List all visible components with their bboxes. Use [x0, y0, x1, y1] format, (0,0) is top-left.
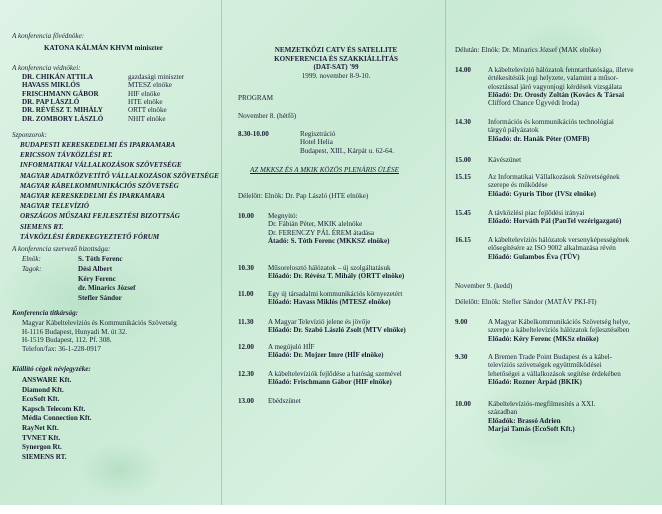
session-line: Megnyitó:	[268, 212, 298, 220]
title-line: NEMZETKÖZI CATV ÉS SATELLITE	[274, 46, 398, 54]
session-line: Előadó: dr. Hanák Péter (OMFB)	[488, 134, 590, 143]
sponsor-item: BUDAPESTI KERESKEDELMI ÉS IPARKAMARA	[20, 141, 176, 149]
chair-label: Elnök:	[22, 255, 41, 263]
session-time: 11.00	[238, 290, 254, 298]
session-line: tárgyú pályázatok	[488, 126, 539, 135]
committee-member: dr. Minarics József	[78, 284, 136, 292]
session-line: Előadó: Dr. Orosdy Zoltán (Kovács & Társai	[488, 90, 625, 99]
session-line: Előadó: Dr. Szabó László Zsolt (MTV elnöke)	[268, 326, 406, 335]
session-line: Előadó: Rozner Árpád (BKIK)	[488, 377, 582, 386]
title-line: 1999. november 8-9-10.	[301, 71, 371, 80]
exhibitors-heading: Kiállító cégek névjegyzéke:	[12, 365, 91, 373]
session-line: Előadó: Dr. Révész T. Mihály (ORTT elnöke)	[268, 272, 405, 281]
session-time: 10.00	[455, 400, 471, 408]
session-line: A kábeltelevíziók fejlődése a hatóság szemével	[268, 370, 402, 378]
sponsors-heading: Szponzorok:	[12, 131, 47, 139]
session-time: 13.00	[238, 397, 254, 405]
session-line: Előadó: Frischmann Gábor (HIF elnöke)	[268, 378, 392, 387]
session-time: 12.00	[238, 343, 254, 351]
morning-chair: Délelőtt: Elnök: Dr. Pap László (HTE elnöke)	[238, 192, 369, 200]
session-time: 14.30	[455, 118, 471, 126]
patron-name: DR. CHIKÁN ATTILA	[22, 73, 94, 81]
exhibitor-item: Kapsch Telecom Kft.	[22, 404, 86, 413]
session-line: Az Informatikai Vállalkozások Szövetségének	[488, 173, 620, 181]
session-line: Előadó: Horváth Pál (PanTel vezérigazgató)	[488, 217, 622, 226]
registration-line: Budapest, XIII., Kárpát u. 62-64.	[300, 146, 394, 155]
session-line: Műsorelosztó hálózatok – új szolgáltatásuk	[268, 264, 391, 272]
sponsor-item: TÁVKÖZLÉSI ÉRDEKEGYEZTETŐ FÓRUM	[20, 232, 160, 241]
session-line: Előadó: Kéry Ferenc (MKSz elnöke)	[488, 334, 599, 343]
session-line: Dr. FERENCZY PÁL ÉREM átadása	[268, 228, 375, 237]
committee-member: Kéry Ferenc	[78, 274, 116, 283]
sponsor-item: SIEMENS RT.	[20, 222, 64, 231]
session-line: Előadó: Gulambos Éva (TÜV)	[488, 252, 580, 261]
session-time: 16.15	[455, 236, 471, 244]
patron-role: HTE elnöke	[128, 97, 163, 106]
day1-label: November 8. (hétfő)	[238, 112, 297, 120]
sponsor-item: ORSZÁGOS MŰSZAKI FEJLESZTÉSI BIZOTTSÁG	[20, 212, 180, 221]
session-line: lehetőségei a vállalkozások segítése érdekében	[488, 369, 621, 378]
session-line: A Bremen Trade Point Budapest és a kábel-	[488, 353, 612, 361]
session-time: 9.30	[455, 353, 468, 361]
title-line: KONFERENCIA ÉS SZAKKIÁLLÍTÁS	[274, 54, 398, 63]
fold-line	[445, 0, 446, 505]
session-line: Kábeltelevíziós-megfilmesítés a XXI.	[488, 400, 596, 408]
info-line: H-1519 Budapest, 112. Pf. 308.	[22, 336, 112, 344]
patron-role: gazdasági miniszter	[128, 73, 185, 81]
exhibitor-item: SIEMENS RT.	[22, 452, 67, 461]
info-line: H-1116 Budapest, Hunyadi M. út 32.	[22, 327, 128, 336]
session-line: A Magyar Kábelkommunikációs Szövetség helye,	[488, 318, 631, 326]
sponsor-item: MAGYAR ADATKÖZVETÍTŐ VÁLLALKOZÁSOK SZÖVETSÉGE	[20, 171, 219, 180]
patron-name: HAVASS MIKLÓS	[22, 81, 80, 90]
patron-name: DR. ZOMBORY LÁSZLÓ	[22, 114, 104, 123]
session-line: értékesítésük jogi helyzete, valamint a műsor-	[488, 74, 619, 83]
sponsor-item: MAGYAR KÁBELKOMMUNIKÁCIÓS SZÖVETSÉG	[20, 181, 179, 190]
session-line: Clifford Chance Ügyvédi Iroda)	[488, 99, 580, 108]
plenary-title: AZ MKKSZ ÉS A MKIK KÖZÖS PLENÁRIS ÜLÉSE	[250, 166, 399, 174]
patron-name: FRISCHMANN GÁBOR	[22, 89, 99, 98]
session-line: A távközlési piac fejlődési irányai	[488, 209, 585, 217]
committee-heading: A konferencia szervező bizottsága:	[12, 245, 111, 253]
day2-chair: Délelőtt: Elnök: Stefler Sándor (MATÁV PKI-FI)	[455, 298, 597, 306]
session-time: 11.30	[238, 318, 254, 326]
session-time: 14.00	[455, 66, 471, 74]
session-time: 10.30	[238, 264, 254, 272]
session-line: Átadó: S. Tóth Ferenc (MKKSZ elnöke)	[268, 236, 390, 245]
registration-line: Hotel Helia	[300, 138, 333, 147]
session-line: Egy új társadalmi kommunikációs környezetért	[268, 290, 403, 298]
sponsor-item: MAGYAR TELEVÍZIÓ	[20, 202, 90, 211]
patron-name: KATONA KÁLMÁN KHVM miniszter	[44, 44, 163, 52]
fold-line	[221, 0, 222, 505]
session-line: században	[488, 408, 518, 417]
registration-time: 8.30-10.00	[238, 130, 269, 138]
patron-name: DR. PAP LÁSZLÓ	[22, 97, 80, 106]
sponsor-item: MAGYAR KERESKEDELMI ÉS IPARKAMARA	[20, 192, 166, 200]
exhibitor-item: Média Connection Kft.	[22, 414, 92, 423]
session-line: szerepe a kábeltelevíziós hálózatok fejlesztésében	[488, 326, 630, 335]
patron-role: HIF elnöke	[128, 89, 161, 98]
patrons-heading: A konferencia védnökei:	[12, 64, 81, 72]
members-label: Tagok:	[22, 265, 42, 273]
session-line: elősegítésére az ISO 9002 alkalmazása révén	[488, 244, 616, 253]
session-line: Dr. Fábián Péter, MKIK alelnöke	[268, 220, 363, 229]
session-time: 15.45	[455, 209, 471, 217]
patron-name: DR. RÉVÉSZ T. MIHÁLY	[22, 106, 103, 115]
exhibitor-item: Synergon Rt.	[22, 443, 62, 452]
session-line: A kábeltelevíziós hálózatok versenyképességének	[488, 236, 630, 244]
title-line: (DAT-SAT) '99	[313, 63, 359, 72]
chair-name: S. Tóth Ferenc	[78, 255, 123, 263]
scan-margin	[0, 505, 662, 514]
session-line: A megújuló HÍF	[268, 343, 315, 351]
info-heading: Konferencia titkárság:	[12, 309, 79, 317]
sponsor-item: ERICSSON TÁVKÖZLÉSI RT.	[20, 151, 113, 160]
session-time: 15.15	[455, 173, 471, 181]
session-time: 15.00	[455, 156, 471, 164]
exhibitor-item: Diamond Kft.	[22, 385, 64, 394]
patron-role: ORTT elnöke	[128, 106, 167, 115]
session-line: televíziós szövetségek együttműködései	[488, 361, 602, 370]
exhibitor-item: TVNET Kft.	[22, 433, 61, 442]
session-line: Marjai Tamás (EcoSoft Kft.)	[488, 424, 575, 433]
patron-heading: A konferencia fővédnöke:	[12, 32, 85, 40]
session-line: Kávészünet	[488, 156, 522, 164]
session-line: Információs és kommunikációs technológiai	[488, 118, 614, 126]
exhibitor-item: ANSWARE Kft.	[22, 376, 72, 384]
committee-member: Dési Albert	[78, 265, 113, 273]
afternoon-chair: Délután: Elnök: Dr. Minarics József (MAK elnöke)	[455, 46, 601, 54]
session-line: Előadók: Brassó Adrien	[488, 416, 561, 425]
session-time: 9.00	[455, 318, 468, 326]
info-line: Telefon/fax: 36-1-228-0917	[22, 344, 101, 353]
patron-role: MTESZ elnöke	[128, 81, 172, 90]
session-line: A Magyar Televízió jelene és jövője	[268, 318, 371, 326]
committee-member: Stefler Sándor	[78, 293, 122, 302]
session-time: 12.30	[238, 370, 254, 378]
session-line: Előadó: Gyuris Tibor (IVSz elnöke)	[488, 189, 596, 198]
session-line: Ebédszünet	[268, 397, 301, 405]
exhibitor-item: EcoSoft Kft.	[22, 395, 60, 404]
session-line: szerepe és működése	[488, 181, 548, 190]
program-label: PROGRAM	[238, 94, 274, 102]
session-time: 10.00	[238, 212, 254, 220]
session-line: Előadó: Havass Miklós (MTESZ elnöke)	[268, 298, 391, 307]
exhibitor-item: RayNet Kft.	[22, 424, 59, 432]
registration-line: Regisztráció	[300, 130, 336, 138]
session-line: Előadó: Dr. Mojzer Imre (HÍF elnöke)	[268, 351, 384, 360]
info-line: Magyar Kábeltelevíziós és Kommunikációs Szövetség	[22, 319, 177, 327]
session-line: elosztással járó vagyonjogi kérdések vizsgálata	[488, 82, 622, 91]
day2-label: November 9. (kedd)	[455, 282, 513, 290]
patron-role: NHIT elnöke	[128, 114, 166, 123]
sponsor-item: INFORMATIKAI VÁLLALKOZÁSOK SZÖVETSÉGE	[20, 161, 182, 170]
session-line: A kábeltelevízió hálózatok fenntarthatósága, illetve	[488, 66, 634, 74]
